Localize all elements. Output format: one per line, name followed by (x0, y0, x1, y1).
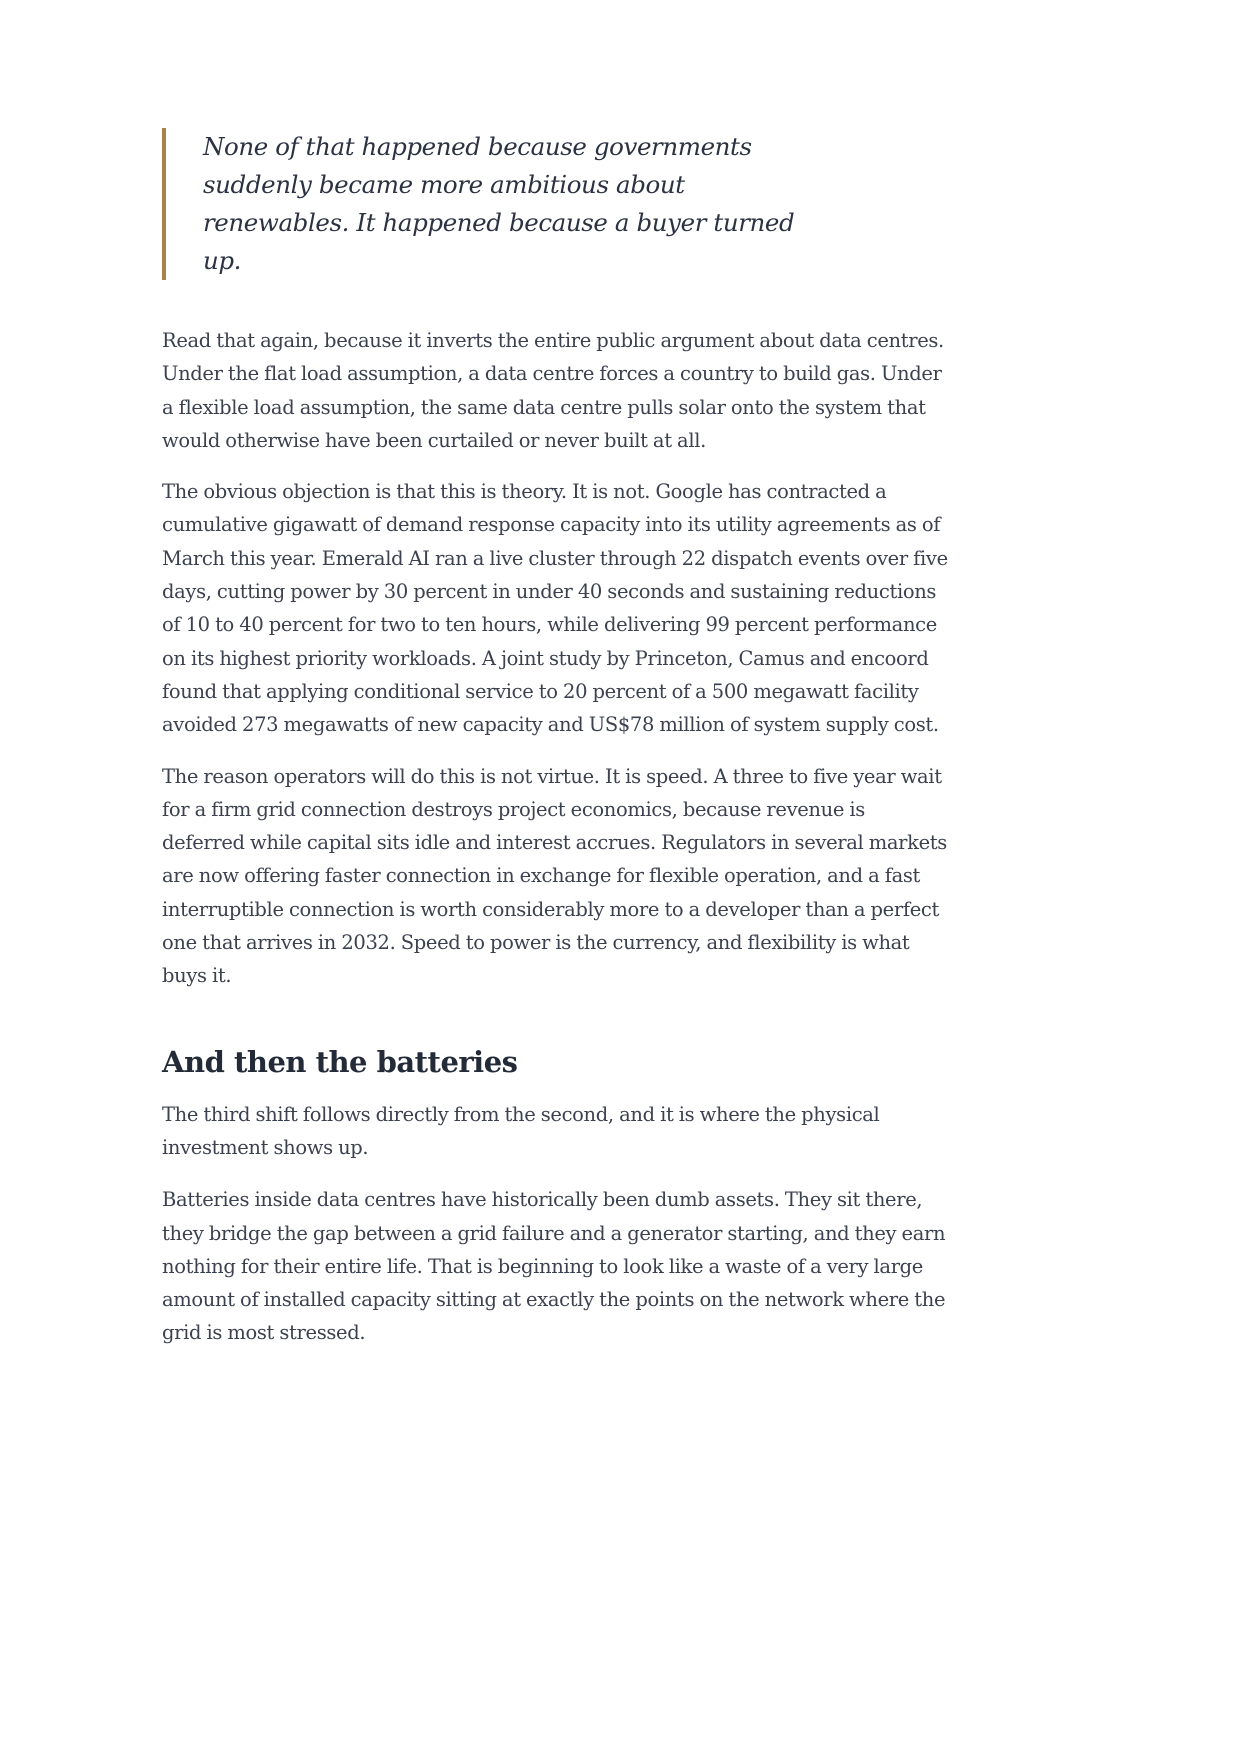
body-paragraph: Read that again, because it inverts the entire public argument about data centres. Under the flat load assumption, a data centre forces a country to build gas. Under a flexible load assumption, the same data centre pulls solar onto the system that would otherwise have been curtailed or never built at all. (162, 329, 944, 452)
body-paragraph: The third shift follows directly from the second, and it is where the physical investment shows up. (162, 1102, 880, 1159)
pull-quote-text: None of that happened because governments suddenly became more ambitious about renewables. It happened because a buyer turned up. (203, 132, 795, 275)
section-heading: And then the batteries (162, 1044, 518, 1079)
article-page (162, 128, 952, 1350)
pull-quote (162, 128, 823, 280)
body-paragraph: The reason operators will do this is not virtue. It is speed. A three to five year wait for a firm grid connection destroys project economics, because revenue is deferred while capital sits idle and interest accrues. Regulators in several markets are now offering faster connection in exchange for flexible operation, and a fast interruptible connection is worth considerably more to a developer than a perfect one that arrives in 2032. Speed to power is the currency, and flexibility is what buys it. (162, 764, 947, 988)
body-paragraph: The obvious objection is that this is theory. It is not. Google has contracted a cumulative gigawatt of demand response capacity into its utility agreements as of March this year. Emerald AI ran a live cluster through 22 dispatch events over five days, cutting power by 30 percent in under 40 seconds and sustaining reductions of 10 to 40 percent for two to ten hours, while delivering 99 percent performance on its highest priority workloads. A joint study by Princeton, Camus and encoord found that applying conditional service to 20 percent of a 500 megawatt facility avoided 273 megawatts of new capacity and US$78 million of system supply cost. (162, 480, 948, 737)
body-paragraph: Batteries inside data centres have historically been dumb assets. They sit there, they bridge the gap between a grid failure and a generator starting, and they earn nothing for their entire life. That is beginning to look like a waste of a very large amount of installed capacity sitting at exactly the points on the network where the grid is most stressed. (162, 1188, 946, 1345)
